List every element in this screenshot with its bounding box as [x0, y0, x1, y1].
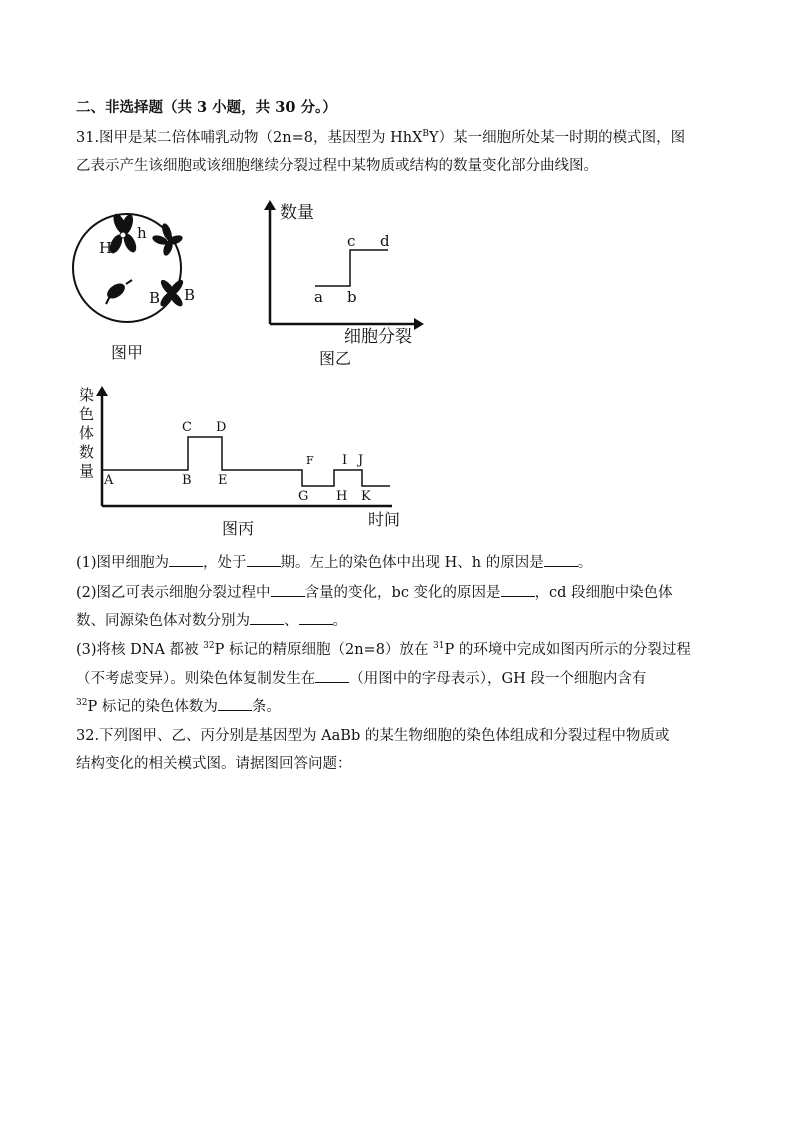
q31-sub1-part-c: 期。左上的染色体中出现 H、h 的原因是	[280, 555, 544, 571]
point-label-B: B	[182, 473, 192, 488]
q31-sub2-part-c: ，cd 段细胞中染色体	[534, 585, 673, 601]
point-label-D: D	[216, 420, 227, 435]
q31-sub2-line2	[76, 610, 347, 631]
y-label-char-1: 染	[79, 386, 95, 404]
point-label-b: b	[347, 288, 357, 306]
figure-bing-caption: 图丙	[221, 519, 255, 538]
q31-sub1-part-a: (1)图甲细胞为	[76, 555, 170, 571]
figure-bing	[72, 382, 412, 542]
q31-stem-line1	[76, 128, 685, 148]
y-label-char-2: 色	[79, 405, 95, 423]
q31-stem-part2: Y）某一细胞所处某一时期的模式图，图	[429, 130, 686, 146]
q31-stem-part1: 31.图甲是某二倍体哺乳动物（2n=8，基因型为 HhX	[76, 130, 423, 146]
answer-blank-substance[interactable]	[271, 582, 305, 597]
q31-stem-line2: 乙表示产生该细胞或该细胞继续分裂过程中某物质或结构的数量变化部分曲线图。	[76, 158, 598, 174]
q31-sub2-part-a: (2)图乙可表示细胞分裂过程中	[76, 585, 271, 601]
q31-sub1	[76, 552, 592, 573]
y-axis-label	[79, 386, 94, 480]
gene-label-b-right: B	[184, 286, 196, 304]
q32-stem-line1: 32.下列图甲、乙、丙分别是基因型为 AaBb 的某生物细胞的染色体组成和分裂过程中物质或	[76, 728, 670, 744]
q31-sub3-part-f: P 标记的染色体数为	[87, 699, 218, 715]
answer-blank-homolog-pairs[interactable]	[299, 610, 333, 625]
q31-sub1-part-d: 。	[577, 555, 593, 571]
chromosome-pair-bb	[158, 278, 185, 309]
figure-yi	[250, 192, 450, 372]
chromosome-bottom-left	[104, 280, 132, 304]
q31-stem-sup: B	[422, 129, 430, 139]
answer-blank-cell-type[interactable]	[169, 552, 203, 567]
point-label-H: H	[336, 489, 348, 504]
q31-sub1-part-b: ，处于	[203, 555, 247, 571]
q31-sub3-part-c: P 的环境中完成如图丙所示的分裂过程	[444, 642, 691, 658]
point-label-c: c	[347, 232, 356, 250]
q31-sub2-part-f: 。	[332, 613, 347, 629]
q31-sub3-part-b: P 标记的精原细胞（2n=8）放在	[214, 642, 434, 658]
q31-sub3-line1	[76, 640, 691, 660]
q31-sub2-part-e: 、	[284, 613, 299, 629]
q31-sub2-part-b: 含量的变化，bc 变化的原因是	[304, 585, 501, 601]
answer-blank-labeled-count[interactable]	[218, 696, 252, 711]
gene-label-h-upper: H	[99, 239, 113, 257]
q31-sub2-line1	[76, 582, 673, 603]
answer-blank-replication-segment[interactable]	[315, 668, 349, 683]
q31-sub3-sup3: 32	[76, 698, 88, 708]
y-axis-arrow	[264, 200, 276, 210]
answer-blank-chromosome-count[interactable]	[250, 610, 284, 625]
point-label-A: A	[104, 473, 114, 488]
point-label-d: d	[380, 232, 390, 250]
q31-sub3-line2	[76, 668, 646, 689]
q31-sub3-part-d: （不考虑变异）。则染色体复制发生在	[76, 671, 316, 687]
q31-sub2-part-d: 数、同源染色体对数分别为	[76, 613, 250, 629]
x-axis-label: 细胞分裂	[344, 327, 412, 347]
q32-stem-line2: 结构变化的相关模式图。请据图回答问题：	[76, 756, 352, 772]
answer-blank-hh-reason[interactable]	[544, 552, 578, 567]
x-axis-label: 时间	[368, 510, 401, 529]
y-label-char-4: 数	[79, 443, 95, 461]
q31-sub3-line3	[76, 696, 281, 717]
q31-sub3-sup2: 31	[433, 641, 445, 651]
x-axis-arrow	[414, 318, 424, 330]
point-label-E: E	[218, 473, 228, 488]
y-axis-arrow	[96, 386, 108, 396]
point-label-J: J	[358, 453, 364, 468]
q31-sub3-part-e: （用图中的字母表示），GH 段一个细胞内含有	[349, 671, 647, 687]
y-label-char-3: 体	[79, 424, 95, 442]
answer-blank-bc-reason[interactable]	[501, 582, 535, 597]
step-curve	[315, 250, 388, 286]
q31-sub3-sup1: 32	[203, 641, 215, 651]
section-title: 二、非选择题（共 3 小题，共 30 分。）	[76, 99, 337, 116]
point-label-G: G	[298, 489, 309, 504]
y-label-char-5: 量	[79, 462, 95, 480]
point-label-K: K	[361, 489, 371, 504]
point-label-I: I	[342, 453, 348, 468]
q31-sub3-part-a: (3)将核 DNA 都被	[76, 642, 204, 658]
figure-jia-caption: 图甲	[110, 343, 144, 362]
answer-blank-phase[interactable]	[247, 552, 281, 567]
figure-yi-caption: 图乙	[318, 349, 352, 368]
point-label-a: a	[314, 288, 323, 306]
figure-jia	[72, 192, 196, 372]
gene-label-h-lower: h	[137, 224, 147, 242]
gene-label-b-left: B	[149, 289, 161, 307]
point-label-F: F	[306, 454, 314, 467]
y-axis-label: 数量	[280, 203, 314, 223]
q31-sub3-part-g: 条。	[251, 699, 281, 715]
point-label-C: C	[182, 420, 192, 435]
